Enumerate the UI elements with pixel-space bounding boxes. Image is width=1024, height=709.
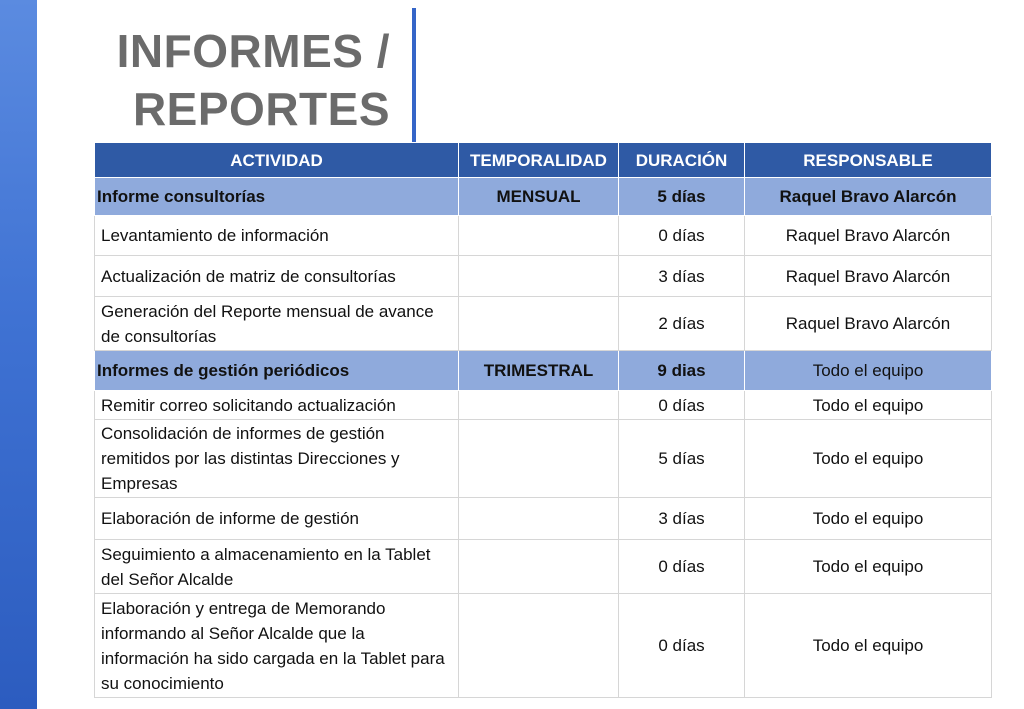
table-row (95, 256, 992, 297)
activity-cell: Informe consultorías (95, 178, 459, 216)
table-row-group (95, 351, 992, 391)
responsible-cell: Raquel Bravo Alarcón (745, 178, 992, 216)
activity-cell: Elaboración de informe de gestión (95, 498, 459, 540)
activity-cell: Actualización de matriz de consultorías (95, 256, 459, 297)
header-actividad: ACTIVIDAD (95, 143, 459, 178)
side-accent-bar (0, 0, 37, 709)
duration-cell: 5 días (619, 420, 745, 498)
period-cell (459, 297, 619, 351)
responsible-cell: Todo el equipo (745, 498, 992, 540)
table-row (95, 594, 992, 698)
responsible-cell: Todo el equipo (745, 540, 992, 594)
duration-cell: 3 días (619, 256, 745, 297)
duration-cell: 9 dias (619, 351, 745, 391)
activity-cell: Consolidación de informes de gestión remitidos por las distintas Direcciones y Empresas (95, 420, 459, 498)
header-temporalidad: TEMPORALIDAD (459, 143, 619, 178)
table-row (95, 216, 992, 256)
activity-cell: Generación del Reporte mensual de avance de consultorías (95, 297, 459, 351)
duration-cell: 5 días (619, 178, 745, 216)
responsible-cell: Todo el equipo (745, 420, 992, 498)
table-row-group (95, 178, 992, 216)
table-row (95, 498, 992, 540)
period-cell (459, 498, 619, 540)
title-line-2: REPORTES (132, 83, 390, 135)
table-row (95, 420, 992, 498)
period-cell (459, 540, 619, 594)
table-row (95, 297, 992, 351)
duration-cell: 0 días (619, 540, 745, 594)
table-row (95, 391, 992, 420)
duration-cell: 0 días (619, 216, 745, 256)
responsible-cell: Todo el equipo (745, 351, 992, 391)
period-cell (459, 594, 619, 698)
activity-cell: Remitir correo solicitando actualización (95, 391, 459, 420)
period-cell: TRIMESTRAL (459, 351, 619, 391)
title-divider (412, 8, 416, 143)
duration-cell: 0 días (619, 391, 745, 420)
period-cell (459, 216, 619, 256)
table-header-row (95, 143, 992, 178)
period-cell: MENSUAL (459, 178, 619, 216)
header-duracion: DURACIÓN (619, 143, 745, 178)
responsible-cell: Todo el equipo (745, 391, 992, 420)
period-cell (459, 256, 619, 297)
page-title (100, 22, 390, 138)
responsible-cell: Raquel Bravo Alarcón (745, 297, 992, 351)
activity-cell: Informes de gestión periódicos (95, 351, 459, 391)
duration-cell: 3 días (619, 498, 745, 540)
duration-cell: 0 días (619, 594, 745, 698)
duration-cell: 2 días (619, 297, 745, 351)
activity-cell: Elaboración y entrega de Memorando informando al Señor Alcalde que la información ha sido cargada en la Tablet para su conocimiento (95, 594, 459, 698)
period-cell (459, 391, 619, 420)
activities-table (94, 142, 992, 698)
responsible-cell: Todo el equipo (745, 594, 992, 698)
header-responsable: RESPONSABLE (745, 143, 992, 178)
title-line-1: INFORMES / (116, 25, 390, 77)
responsible-cell: Raquel Bravo Alarcón (745, 216, 992, 256)
period-cell (459, 420, 619, 498)
activity-cell: Levantamiento de información (95, 216, 459, 256)
activity-cell: Seguimiento a almacenamiento en la Tablet del Señor Alcalde (95, 540, 459, 594)
table-row (95, 540, 992, 594)
responsible-cell: Raquel Bravo Alarcón (745, 256, 992, 297)
